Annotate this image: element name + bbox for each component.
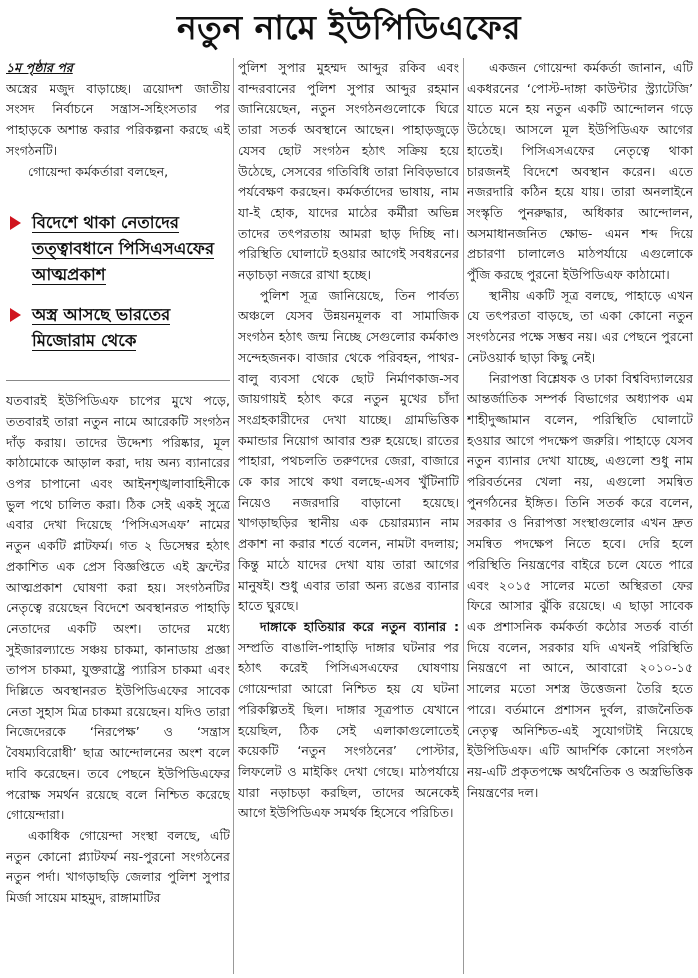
column-1	[6, 58, 230, 974]
red-triangle-bullet-icon	[10, 308, 21, 322]
body-paragraph: নিরাপত্তা বিশ্লেষক ও ঢাকা বিশ্ববিদ্যালয়ের আন্তর্জাতিক সম্পর্ক বিভাগের অধ্যাপক এম শাহীদুজ্জামান বলেন, পরিস্থিতি ঘোলাটে হওয়ার আগে পদক্ষেপ জরুরি। পাহাড়ে যেসব নতুন ব্যানার দেখা যাচ্ছে, এগুলো শুধু নাম পরিবর্তনের খেলা নয়, এগুলো সমন্বিত পুনর্গঠনের ইঙ্গিত। তিনি সতর্ক করে বলেন, সরকার ও নিরাপত্তা সংস্থাগুলোর এখন দ্রুত সমন্বিত পদক্ষেপ নিতে হবে। দেরি হলে পরিস্থিতি নিয়ন্ত্রণের বাইরে চলে যেতে পারে এবং ২০১৫ সালের মতো অস্থিরতা ফের ফিরে আসার ঝুঁকি রয়েছে। এ ছাড়া সাবেক এক প্রশাসনিক কর্মকর্তা কঠোর সতর্ক বার্তা দিয়ে বলেন, সরকার যদি এখনই পরিস্থিতি নিয়ন্ত্রণে না আনে, আবারো ২০১০-১৫ সালের মতো সশস্ত্র উত্তেজনা তৈরি হতে পারে। বর্তমানে প্রশাসন দুর্বল, রাজনৈতিক নেতৃত্ব অনিশ্চিত-এই সুযোগটাই নিয়েছে ইউপিডিএফ। এটি আদর্শিক কোনো সংগঠন নয়-এটি প্রকৃতপক্ষে অর্থনৈতিক ও অস্ত্রভিত্তিক নিয়ন্ত্রণের দল।	[467, 370, 693, 800]
callout-1	[6, 210, 230, 288]
body-paragraph: পুলিশ সুপার মুহম্মদ আব্দুর রকিব এবং বান্দরবানের পুলিশ সুপার আব্দুর রহমান জানিয়েছেন, নতুন সংগঠনগুলোকে ঘিরে তারা সতর্ক অবস্থানে আছেন। পাহাড়জুড়ে যেসব ছোট সংগঠন হঠাৎ সক্রিয় হয়ে উঠেছে, সেসবের গতিবিধি তারা নিবিড়ভাবে পর্যবেক্ষণ করছেন। কর্মকর্তাদের ভাষায়, নাম যা-ই হোক, যাদের মাঠের কর্মীরা অভিন্ন তাদের তৎপরতায় আমরা ছাড় দিচ্ছি না। পরিস্থিতি ঘোলাটে হওয়ার আগেই সবধরনের নড়াচড়া নজরে রাখা হচ্ছে।	[238, 60, 459, 283]
callout-2	[6, 302, 230, 354]
callout-text: বিদেশে থাকা নেতাদের তত্ত্বাবধানে পিসিএসএফের আত্মপ্রকাশ	[32, 213, 215, 285]
subhead: দাঙ্গাকে হাতিয়ার করে নতুন ব্যানার :	[260, 618, 459, 634]
subhead-paragraph	[238, 617, 459, 824]
column-2	[238, 58, 459, 974]
body-paragraph: যতবারই ইউপিডিএফ চাপের মুখে পড়ে, ততবারই তারা নতুন নামে আরেকটি সংগঠন দাঁড় করায়। তাদের উদ্দেশ্য পরিষ্কার, মূল কাঠামোকে আড়াল করা, দায় অন্য ব্যানারের ওপর চাপানো এবং আইনশৃঙ্খলাবাহিনীকে ভুল পথে চালিত করা। ঠিক সেই একই সুত্রে এবার দেখা দিয়েছে ‘পিসিএসএফ’ নামের নতুন একটি প্লাটফর্ম। গত ২ ডিসেম্বর হঠাৎ প্রকাশিত এক প্রেস বিজ্ঞপ্তিতে এই ফ্রন্টের আত্মপ্রকাশ ঘোষণা করা হয়। সংগঠনটির নেতৃত্বে রয়েছেন বিদেশে অবস্থানরত পাহাড়ি নেতাদের একটি অংশ। তাদের মধ্যে সুইজারল্যান্ডে সঞ্চয় চাকমা, কানাডায় প্রজ্ঞা তাপস চাকমা, যুক্তরাষ্ট্রে প্যারিস চাকমা এবং দিল্লিতে অবস্থানরত ইউপিডিএফের সাবেক নেতা সুহাস মিত্র চাকমা রয়েছেন। যদিও তারা নিজেদেরকে ‘নিরপেক্ষ’ ও ‘সন্ত্রাস বৈষম্যবিরোধী’ ছাত্র আন্দোলনের অংশ বলে দাবি করেছেন। তবে পেছনে ইউপিডিএফের পরোক্ষ সমর্থন রয়েছে বলে নিশ্চিত করেছে গোয়েন্দারা।	[6, 393, 230, 823]
intro-paragraph-1: অস্ত্রের মজুদ বাড়াচ্ছে। ত্রয়োদশ জাতীয় সংসদ নির্বাচনে সন্ত্রাস-সহিংসতার পর পাহাড়কে অশান্ত করার পরিকল্পনা করছে এই সংগঠনটি।	[6, 80, 230, 158]
body-paragraph: একাধিক গোয়েন্দা সংস্থা বলছে, এটি নতুন কোনো প্ল্যাটফর্ম নয়-পুরনো সংগঠনের নতুন পর্দা। খাগড়াছড়ি জেলার পুলিশ সুপার মির্জা সায়েম মাহমুদ, রাঙ্গামাটির	[6, 827, 230, 906]
callout-box	[6, 192, 230, 381]
headline: নতুন নামে ইউপিডিএফের	[176, 8, 522, 47]
subhead-body: সম্প্রতি বাঙালি-পাহাড়ি দাঙ্গার ঘটনার পর হঠাৎ করেই পিসিএসএফের ঘোষণায় গোয়েন্দারা আরো নিশ্চিত হয় যে ঘটনা পরিকল্পিতই ছিল। দাঙ্গার সূত্রপাত যেখানে হয়েছিল, ঠিক সেই এলাকাগুলোতেই কয়েকটি ‘নতুন সংগঠনের’ পোস্টার, লিফলেট ও মাইকিং দেখা গেছে। মাঠপর্যায়ে যারা নড়াচড়া করছিল, তাদের অনেকেই আগে ইউপিডিএফ সমর্থক হিসেবে পরিচিত।	[238, 639, 459, 821]
intro-paragraph-2: গোয়েন্দা কর্মকর্তারা বলছেন,	[28, 163, 169, 179]
column-3	[467, 58, 693, 974]
body-paragraph: পুলিশ সূত্র জানিয়েছে, তিন পার্বত্য অঞ্চলে যেসব উন্নয়নমূলক বা সামাজিক সংগঠন হঠাৎ জন্ম নিচ্ছে সেগুলোর কর্মকাণ্ড সন্দেহজনক। বাজার থেকে পরিবহন, পাথর-বালু ব্যবসা থেকে ছোট নির্মাণকাজ-সব জায়গায়ই হঠাৎ করে নতুন মুখের চাঁদা সংগ্রহকারীদের দেখা যাচ্ছে। গ্রামভিত্তিক কমান্ডার নিয়োগ আবার শুরু হয়েছে। রাতের পাহারা, পথচলতি তরুণদের জেরা, বাজারে কে কার সাথে কথা বলছে-এসব খুঁটিনাটি নিয়েও নজরদারি বাড়ানো হয়েছে। খাগড়াছড়ির স্থানীয় এক চেয়ারম্যান নাম প্রকাশ না করার শর্তে বলেন, নামটা বদলায়; কিন্তু মাঠে যাদের দেখা যায় তারা আগের মানুষই। শুধু এবার তারা অন্য রঙের ব্যানার হাতে ঘুরছে।	[238, 287, 459, 614]
body-paragraph: স্থানীয় একটি সূত্র বলছে, পাহাড়ে এখন যে তৎপরতা বাড়ছে, তা একা কোনো নতুন সংগঠনের পক্ষে সম্ভব নয়। এর পেছনে পুরনো নেটওয়ার্ক ছাড়া কিছু নেই।	[467, 287, 693, 365]
column-divider	[233, 58, 234, 974]
column-divider	[463, 58, 464, 974]
body-paragraph: একজন গোয়েন্দা কর্মকর্তা জানান, এটি একধরনের ‘পোস্ট-দাঙ্গা কাউন্টার স্ট্র্যাটেজি’ যাতে মনে হয় নতুন একটি আন্দোলন গড়ে উঠেছে। আসলে মূল ইউপিডিএফ আগের হাতেই। পিসিএসএফের নেতৃত্বে থাকা চারজনই বিদেশে অবস্থান করেন। এতে নজরদারি কঠিন হয়ে যায়। তারা অনলাইনে সংস্কৃতি পুনরুদ্ধার, অধিকার আন্দোলন, অসমাধানজনিত ক্ষোভ- এমন শব্দ দিয়ে প্রচারণা চালালেও মাঠপর্যায়ে এগুলোকে পুঁজি করছে পুরনো ইউপিডিএফ কাঠামো।	[467, 60, 693, 283]
red-triangle-bullet-icon	[10, 216, 21, 230]
continued-label: ১ম পৃষ্ঠার পর	[6, 60, 73, 75]
callout-text: অস্ত্র আসছে ভারতের মিজোরাম থেকে	[32, 305, 171, 351]
